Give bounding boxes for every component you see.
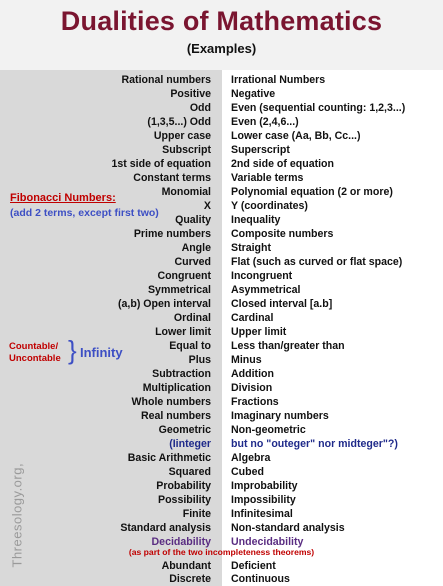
left-term: Positive [170, 88, 211, 100]
left-term: Odd [189, 102, 211, 114]
left-term: Curved [174, 256, 211, 268]
left-term: Equal to [169, 340, 211, 352]
incompleteness-note: (as part of the two incompleteness theorems) [128, 547, 315, 557]
countable-text: Countable/ [9, 341, 59, 352]
right-term: Polynomial equation (2 or more) [231, 186, 393, 198]
left-term: Finite [182, 508, 211, 520]
left-term: Basic Arithmetic [127, 452, 211, 464]
left-term: Abundant [161, 560, 211, 572]
countable-label [9, 341, 61, 365]
fibonacci-title: Fibonacci Numbers: [10, 192, 116, 204]
right-term: Division [231, 382, 273, 394]
table-row [0, 227, 443, 241]
right-term: Less than/greater than [231, 340, 345, 352]
table-row [0, 465, 443, 479]
left-term: Rational numbers [121, 74, 211, 86]
left-term: (Iinteger [169, 438, 211, 450]
table-row [0, 157, 443, 171]
left-term: Subtraction [152, 368, 211, 380]
right-term: Fractions [231, 396, 279, 408]
right-term: Superscript [231, 144, 290, 156]
right-term: Infinitesimal [231, 508, 293, 520]
left-term: Upper case [153, 130, 211, 142]
left-term: Geometric [158, 424, 211, 436]
right-term: Incongruent [231, 270, 293, 282]
page-title: Dualities of Mathematics [60, 6, 383, 36]
right-term: Closed interval [a.b] [231, 298, 333, 310]
table-row [0, 353, 443, 367]
brace-icon: } [68, 335, 77, 365]
left-term: Multiplication [142, 382, 211, 394]
right-term: but no "outeger" nor midteger"?) [231, 438, 398, 450]
right-term: Lower case (Aa, Bb, Cc...) [231, 130, 361, 142]
right-term: Asymmetrical [231, 284, 301, 296]
left-term: Decidability [151, 536, 211, 548]
table-row [0, 73, 443, 87]
table-row [0, 409, 443, 423]
table-row [0, 437, 443, 451]
right-term: Irrational Numbers [231, 74, 326, 86]
right-term: Inequality [231, 214, 281, 226]
left-term: Monomial [161, 186, 211, 198]
left-term: Constant terms [133, 172, 211, 184]
left-term: Real numbers [140, 410, 211, 422]
right-term: Variable terms [231, 172, 304, 184]
left-term: 1st side of equation [111, 158, 211, 170]
table-row [0, 451, 443, 465]
table-row [0, 283, 443, 297]
right-term: Cardinal [231, 312, 274, 324]
watermark: Threesology.org, [9, 462, 25, 568]
table-row [0, 171, 443, 185]
left-term: Subscript [162, 144, 211, 156]
table-row [0, 115, 443, 129]
table-row [0, 129, 443, 143]
table-row [0, 367, 443, 381]
table-row [0, 479, 443, 493]
left-term: Squared [168, 466, 211, 478]
header [0, 0, 443, 70]
table-row [0, 311, 443, 325]
right-term: Impossibility [231, 494, 296, 506]
left-term: (1,3,5...) Odd [147, 116, 211, 128]
right-term: Negative [231, 88, 276, 100]
right-term: Even (2,4,6...) [231, 116, 299, 128]
right-term: Upper limit [231, 326, 287, 338]
table-row [0, 395, 443, 409]
left-term: Angle [181, 242, 211, 254]
table-row [0, 423, 443, 437]
left-term: Prime numbers [133, 228, 211, 240]
left-term: Whole numbers [131, 396, 211, 408]
right-term: Imaginary numbers [231, 410, 329, 422]
fibonacci-note: (add 2 terms, except first two) [10, 207, 159, 219]
right-term: Undecidability [231, 536, 304, 548]
table-row [0, 101, 443, 115]
right-term: Flat (such as curved or flat space) [231, 256, 403, 268]
right-term: Addition [231, 368, 274, 380]
right-term: Continuous [231, 573, 290, 585]
right-term: Composite numbers [231, 228, 334, 240]
left-term: Symmetrical [147, 284, 211, 296]
uncountable-text: Uncontable [9, 353, 61, 364]
right-term: Y (coordinates) [231, 200, 308, 212]
table-row [0, 255, 443, 269]
table-row [0, 507, 443, 521]
right-term: Non-standard analysis [231, 522, 345, 534]
left-term: Probability [156, 480, 211, 492]
left-term: Lower limit [155, 326, 211, 338]
table-row [0, 87, 443, 101]
right-term: Improbability [231, 480, 298, 492]
table-row [0, 325, 443, 339]
table-row [0, 269, 443, 283]
left-term: Quality [175, 214, 211, 226]
right-term: Non-geometric [231, 424, 306, 436]
table-row [0, 521, 443, 535]
left-term: Plus [188, 354, 211, 366]
left-term: Discrete [169, 573, 211, 585]
right-term: Deficient [231, 560, 276, 572]
infinity-label: Infinity [80, 345, 123, 360]
right-term: Algebra [231, 452, 271, 464]
left-term: Ordinal [173, 312, 211, 324]
right-term: Straight [231, 242, 272, 254]
page-subtitle: (Examples) [186, 41, 257, 56]
left-term: (a,b) Open interval [117, 298, 211, 310]
right-term: 2nd side of equation [231, 158, 334, 170]
table-row [0, 381, 443, 395]
right-term: Cubed [231, 466, 264, 478]
right-term: Even (sequential counting: 1,2,3...) [231, 102, 406, 114]
table-row [0, 241, 443, 255]
table-row [0, 572, 443, 586]
table-row [0, 143, 443, 157]
table-row [0, 339, 443, 353]
left-term: X [203, 200, 211, 212]
right-term: Minus [231, 354, 262, 366]
table-row [0, 559, 443, 573]
left-term: Congruent [157, 270, 211, 282]
left-term: Possibility [158, 494, 211, 506]
table-row [0, 297, 443, 311]
left-term: Standard analysis [120, 522, 211, 534]
table-row [0, 493, 443, 507]
